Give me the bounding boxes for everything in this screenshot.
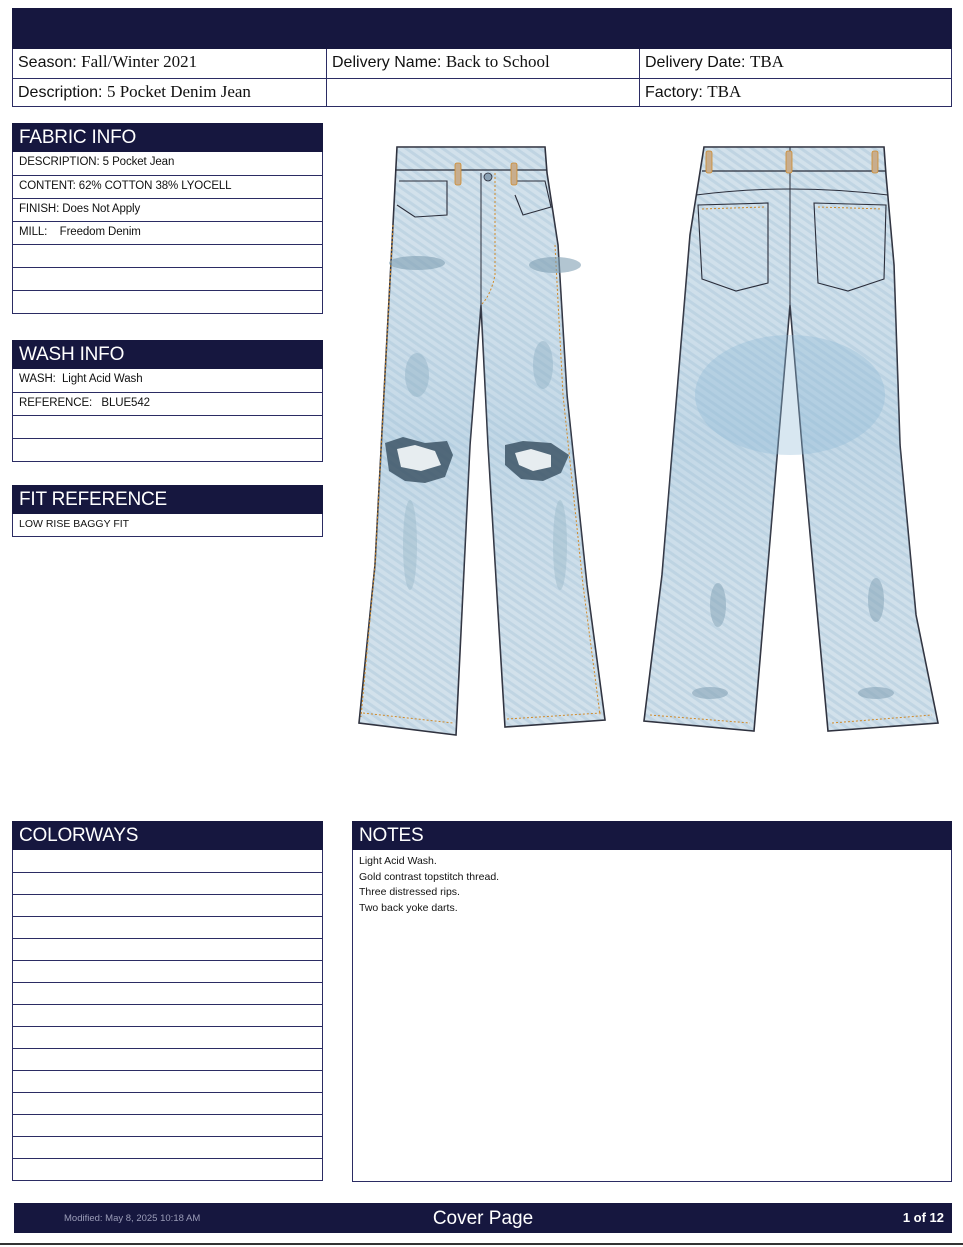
page-number: 1 of 12 xyxy=(902,1210,944,1225)
colorways-section xyxy=(12,821,323,1181)
wash-info-title: WASH INFO xyxy=(12,340,323,369)
season-label: Season: xyxy=(18,54,77,71)
footer-title: Cover Page xyxy=(432,1208,534,1229)
fabric-info-title: FABRIC INFO xyxy=(12,123,323,152)
season-cell xyxy=(13,49,326,78)
description-label: Description: xyxy=(18,83,103,101)
bottom-divider xyxy=(0,1243,963,1245)
colorway-row xyxy=(13,1136,322,1158)
colorway-row xyxy=(13,894,322,916)
delivery-date-cell xyxy=(639,49,951,78)
factory-value: TBA xyxy=(707,81,742,101)
fabric-info-row: MILL: Freedom Denim xyxy=(13,221,322,244)
notes-body xyxy=(352,850,952,1182)
notes-line: Two back yoke darts. xyxy=(359,901,458,914)
footer-bar xyxy=(14,1203,952,1233)
colorway-row xyxy=(13,1158,322,1180)
colorway-row xyxy=(13,1026,322,1048)
delivery-name-value: Back to School xyxy=(445,52,550,71)
jeans-front-body xyxy=(359,147,605,735)
notes-line: Gold contrast topstitch thread. xyxy=(359,870,500,883)
wash-info-section xyxy=(12,340,323,462)
colorway-row xyxy=(13,938,322,960)
colorway-row xyxy=(13,1070,322,1092)
fit-reference-section xyxy=(12,485,323,537)
fabric-info-row xyxy=(13,290,322,313)
description-value: 5 Pocket Denim Jean xyxy=(106,81,251,101)
fabric-info-row xyxy=(13,244,322,267)
wash-info-table xyxy=(12,369,323,462)
colorway-row xyxy=(13,850,322,872)
colorway-row xyxy=(13,916,322,938)
colorway-row xyxy=(13,1004,322,1026)
jeans-back-sketch xyxy=(640,145,942,735)
factory-label: Factory: xyxy=(645,83,703,101)
fit-reference-table xyxy=(12,514,323,537)
fabric-info-section xyxy=(12,123,323,314)
wash-info-row xyxy=(13,438,322,461)
notes-title: NOTES xyxy=(352,821,952,850)
wash-info-row xyxy=(13,415,322,438)
fit-reference-title: FIT REFERENCE xyxy=(12,485,323,514)
delivery-date-value: TBA xyxy=(749,52,784,71)
fabric-info-row xyxy=(13,267,322,290)
colorways-title: COLORWAYS xyxy=(12,821,323,850)
fabric-info-row: CONTENT: 62% COTTON 38% LYOCELL xyxy=(13,175,322,198)
colorway-row xyxy=(13,982,322,1004)
colorway-row xyxy=(13,1048,322,1070)
fabric-info-row: FINISH: Does Not Apply xyxy=(13,198,322,221)
delivery-date-label: Delivery Date: xyxy=(645,54,746,71)
header-row-2 xyxy=(13,78,951,107)
notes-section xyxy=(352,821,952,1182)
empty-cell xyxy=(326,79,639,107)
delivery-name-label: Delivery Name: xyxy=(332,54,442,71)
jeans-front-sketch xyxy=(355,145,617,740)
season-value: Fall/Winter 2021 xyxy=(81,52,198,71)
header-bar xyxy=(12,8,952,49)
notes-line: Three distressed rips. xyxy=(359,886,460,898)
colorway-row xyxy=(13,960,322,982)
header-row-1 xyxy=(13,49,951,78)
colorway-row xyxy=(13,1114,322,1136)
modified-timestamp: Modified: May 8, 2025 10:18 AM xyxy=(64,1213,201,1224)
header-table xyxy=(12,49,952,107)
colorway-row xyxy=(13,1092,322,1114)
colorway-row xyxy=(13,872,322,894)
wash-info-row: WASH: Light Acid Wash xyxy=(19,373,143,385)
colorways-table xyxy=(12,850,323,1181)
notes-line: Light Acid Wash. xyxy=(359,855,437,867)
factory-cell xyxy=(639,79,951,107)
fabric-info-row: DESCRIPTION: 5 Pocket Jean xyxy=(19,156,175,168)
wash-info-row: REFERENCE: BLUE542 xyxy=(13,392,322,415)
delivery-name-cell xyxy=(326,49,639,78)
fit-reference-row: LOW RISE BAGGY FIT xyxy=(19,518,130,530)
jeans-back-body xyxy=(644,147,938,731)
fabric-info-table xyxy=(12,152,323,314)
description-cell xyxy=(13,79,326,107)
